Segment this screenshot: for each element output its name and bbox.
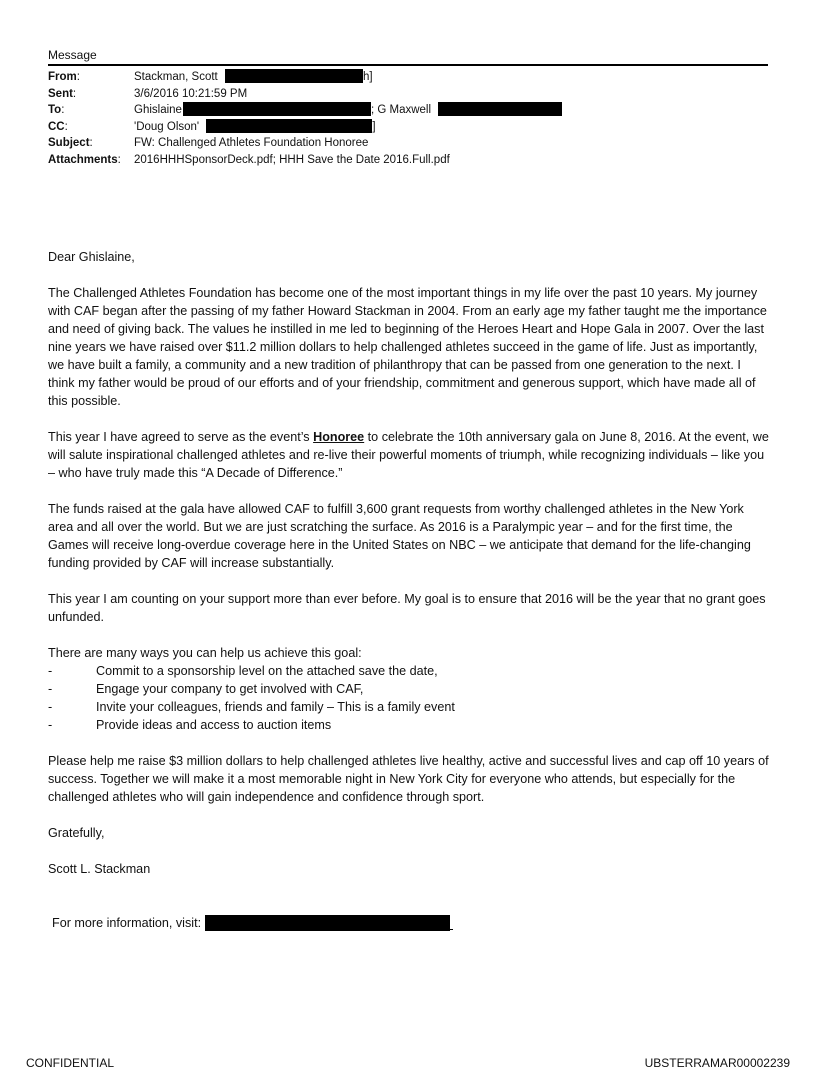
- list-intro: There are many ways you can help us achieve this goal:: [48, 646, 362, 660]
- sent-label: Sent: [48, 87, 73, 100]
- attachments-label: Attachments: [48, 153, 118, 166]
- subject-label: Subject: [48, 137, 90, 149]
- more-info-line: [52, 914, 453, 932]
- cc-value: 'Doug Olson': [134, 120, 200, 133]
- to-value-mid: ; G Maxwell: [370, 104, 432, 116]
- to-value: Ghislaine: [134, 104, 182, 116]
- attachments-value: 2016HHHSponsorDeck.pdf; HHH Save the Date 2016.Full.pdf: [134, 153, 450, 166]
- redacted-link: [205, 915, 450, 931]
- bates-number: UBSTERRAMAR00002239: [644, 1056, 790, 1070]
- signature: Scott L. Stackman: [48, 862, 151, 876]
- more-info-label: For more information, visit:: [52, 916, 202, 930]
- email-body: [48, 248, 770, 896]
- link-underline-tail: [450, 915, 453, 930]
- redaction-box: [206, 119, 372, 133]
- confidential-label: CONFIDENTIAL: [26, 1056, 115, 1070]
- subject-value: FW: Challenged Athletes Foundation Honoree: [134, 137, 369, 149]
- cc-value-tail: ]: [372, 120, 376, 133]
- paragraph-2: This year I have agreed to serve as the event’s Honoree to celebrate the 10th anniversary gala on June 8, 2016. At the event, we will salute inspirational challenged athletes and re-live their powerful moments of triumph, while recognizing individuals – like you – who have truly made this “A Decade of Difference.”: [48, 430, 769, 480]
- message-label: Message: [48, 48, 97, 62]
- paragraph-4: This year I am counting on your support more than ever before. My goal is to ensure that 2016 will be the year that no grant goes unfunded.: [48, 592, 766, 624]
- from-value-tail: h]: [362, 71, 373, 83]
- document-page: Message From: Stackman, Scott h] Sent: 3/6/2016 10:21:59 PM To: Ghislaine ; G Maxwell CC: 'Doug Olson' ] Subject: FW: Challenged Athletes Foundation Honoree Attachments: 2016HHHSponsorDeck.pdf; HHH Save the Date 2016.Full.pdf Dear Ghislaine, The Challenged Athletes Foundation has become one of the most important things in my life over the past 10 years. My journey with CAF began after the passing of my father Howard Stackman in 2004. From an early age my father taught me the importance and need of giving back. The values he instilled in me led to beginning of the Heroes Heart and Hope Gala in 2007. Over the last nine years we have raised over $11.2 million dollars to help challenged athletes succeed in the game of life. Just as importantly, we have built a family, a community and a new tradition of philanthropy that can be passed from one generation to the next. I think my father would be proud of our efforts and of your friendship, commitment and generous support, which have made all of this possible. This year I have agreed to serve as the event’s Honoree to celebrate the 10th anniversary gala on June 8, 2016. At the event, we will salute inspirational challenged athletes and re-live their powerful moments of triumph, while recognizing individuals – like you – who have truly made this “A Decade of Difference.” The funds raised at the gala have allowed CAF to fulfill 3,600 grant requests from worthy challenged athletes in the New York area and all over the world. But we are just scratching the surface. As 2016 is a Paralympic year – and for the first time, the Games will receive long-overdue coverage here in the United States on NBC – we anticipate that demand for the life-changing funding provided by CAF will increase substantially. This year I am counting on your support more than ever before. My goal is to ensure that 2016 will be the year that no grant goes unfunded. There are many ways you can help us achieve this goal: - Commit to a sponsorship level on the attached save the date, - Engage your company to get involved with CAF, - Invite your colleagues, friends and family – This is a family event - Provide ideas and access to auction items Please help me raise $3 million dollars to help challenged athletes live healthy, active and successful lives and cap off 10 years of success. Together we will make it a most memorable night in New York City for everyone who attends, but especially for the challenged athletes who will gain independence and confidence through sport. Gratefully, Scott L. Stackman For more information, visit: CONFIDENTIAL UBSTERRAMAR00002239: [26, 48, 790, 1070]
- honoree-emphasis: Honoree: [313, 430, 365, 444]
- cc-label: CC: [48, 120, 65, 133]
- paragraph-3: The funds raised at the gala have allowed CAF to fulfill 3,600 grant requests from worthy challenged athletes in the New York area and all over the world. But we are just scratching the surface. As 2016 is a Paralympic year – and for the first time, the Games will receive long-overdue coverage here in the United States on NBC – we anticipate that demand for the life-changing funding provided by CAF will increase substantially.: [48, 502, 751, 570]
- to-label: To: [48, 104, 62, 116]
- list-item: - Invite your colleagues, friends and family – This is a family event: [48, 700, 455, 714]
- paragraph-5: Please help me raise $3 million dollars to help challenged athletes live healthy, active and successful lives and cap off 10 years of success. Together we will make it a most memorable night in New York City for everyone who attends, but especially for the challenged athletes who will gain independence and confidence through sport.: [48, 754, 769, 804]
- header-divider: [48, 64, 768, 66]
- redaction-box: [438, 102, 562, 116]
- list-item: - Provide ideas and access to auction items: [48, 718, 332, 732]
- list-item: - Engage your company to get involved with CAF,: [48, 682, 364, 696]
- ways-to-help-list: [48, 662, 770, 734]
- greeting: Dear Ghislaine,: [48, 250, 135, 264]
- closing: Gratefully,: [48, 826, 105, 840]
- from-value: Stackman, Scott: [134, 71, 218, 83]
- list-item: - Commit to a sponsorship level on the attached save the date,: [48, 664, 438, 678]
- paragraph-1: The Challenged Athletes Foundation has become one of the most important things in my life over the past 10 years. My journey with CAF began after the passing of my father Howard Stackman in 2004. From an early age my father taught me the importance and need of giving back. The values he instilled in me led to beginning of the Heroes Heart and Hope Gala in 2007. Over the last nine years we have raised over $11.2 million dollars to help challenged athletes succeed in the game of life. Just as importantly, we have built a family, a community and a new tradition of philanthropy that can be passed from one generation to the next. I think my father would be proud of our efforts and of your friendship, commitment and generous support, which have made all of this possible.: [48, 286, 767, 408]
- redaction-box: [183, 102, 371, 116]
- sent-value: 3/6/2016 10:21:59 PM: [134, 87, 248, 100]
- from-label: From: [48, 71, 77, 83]
- redaction-box: [225, 69, 363, 83]
